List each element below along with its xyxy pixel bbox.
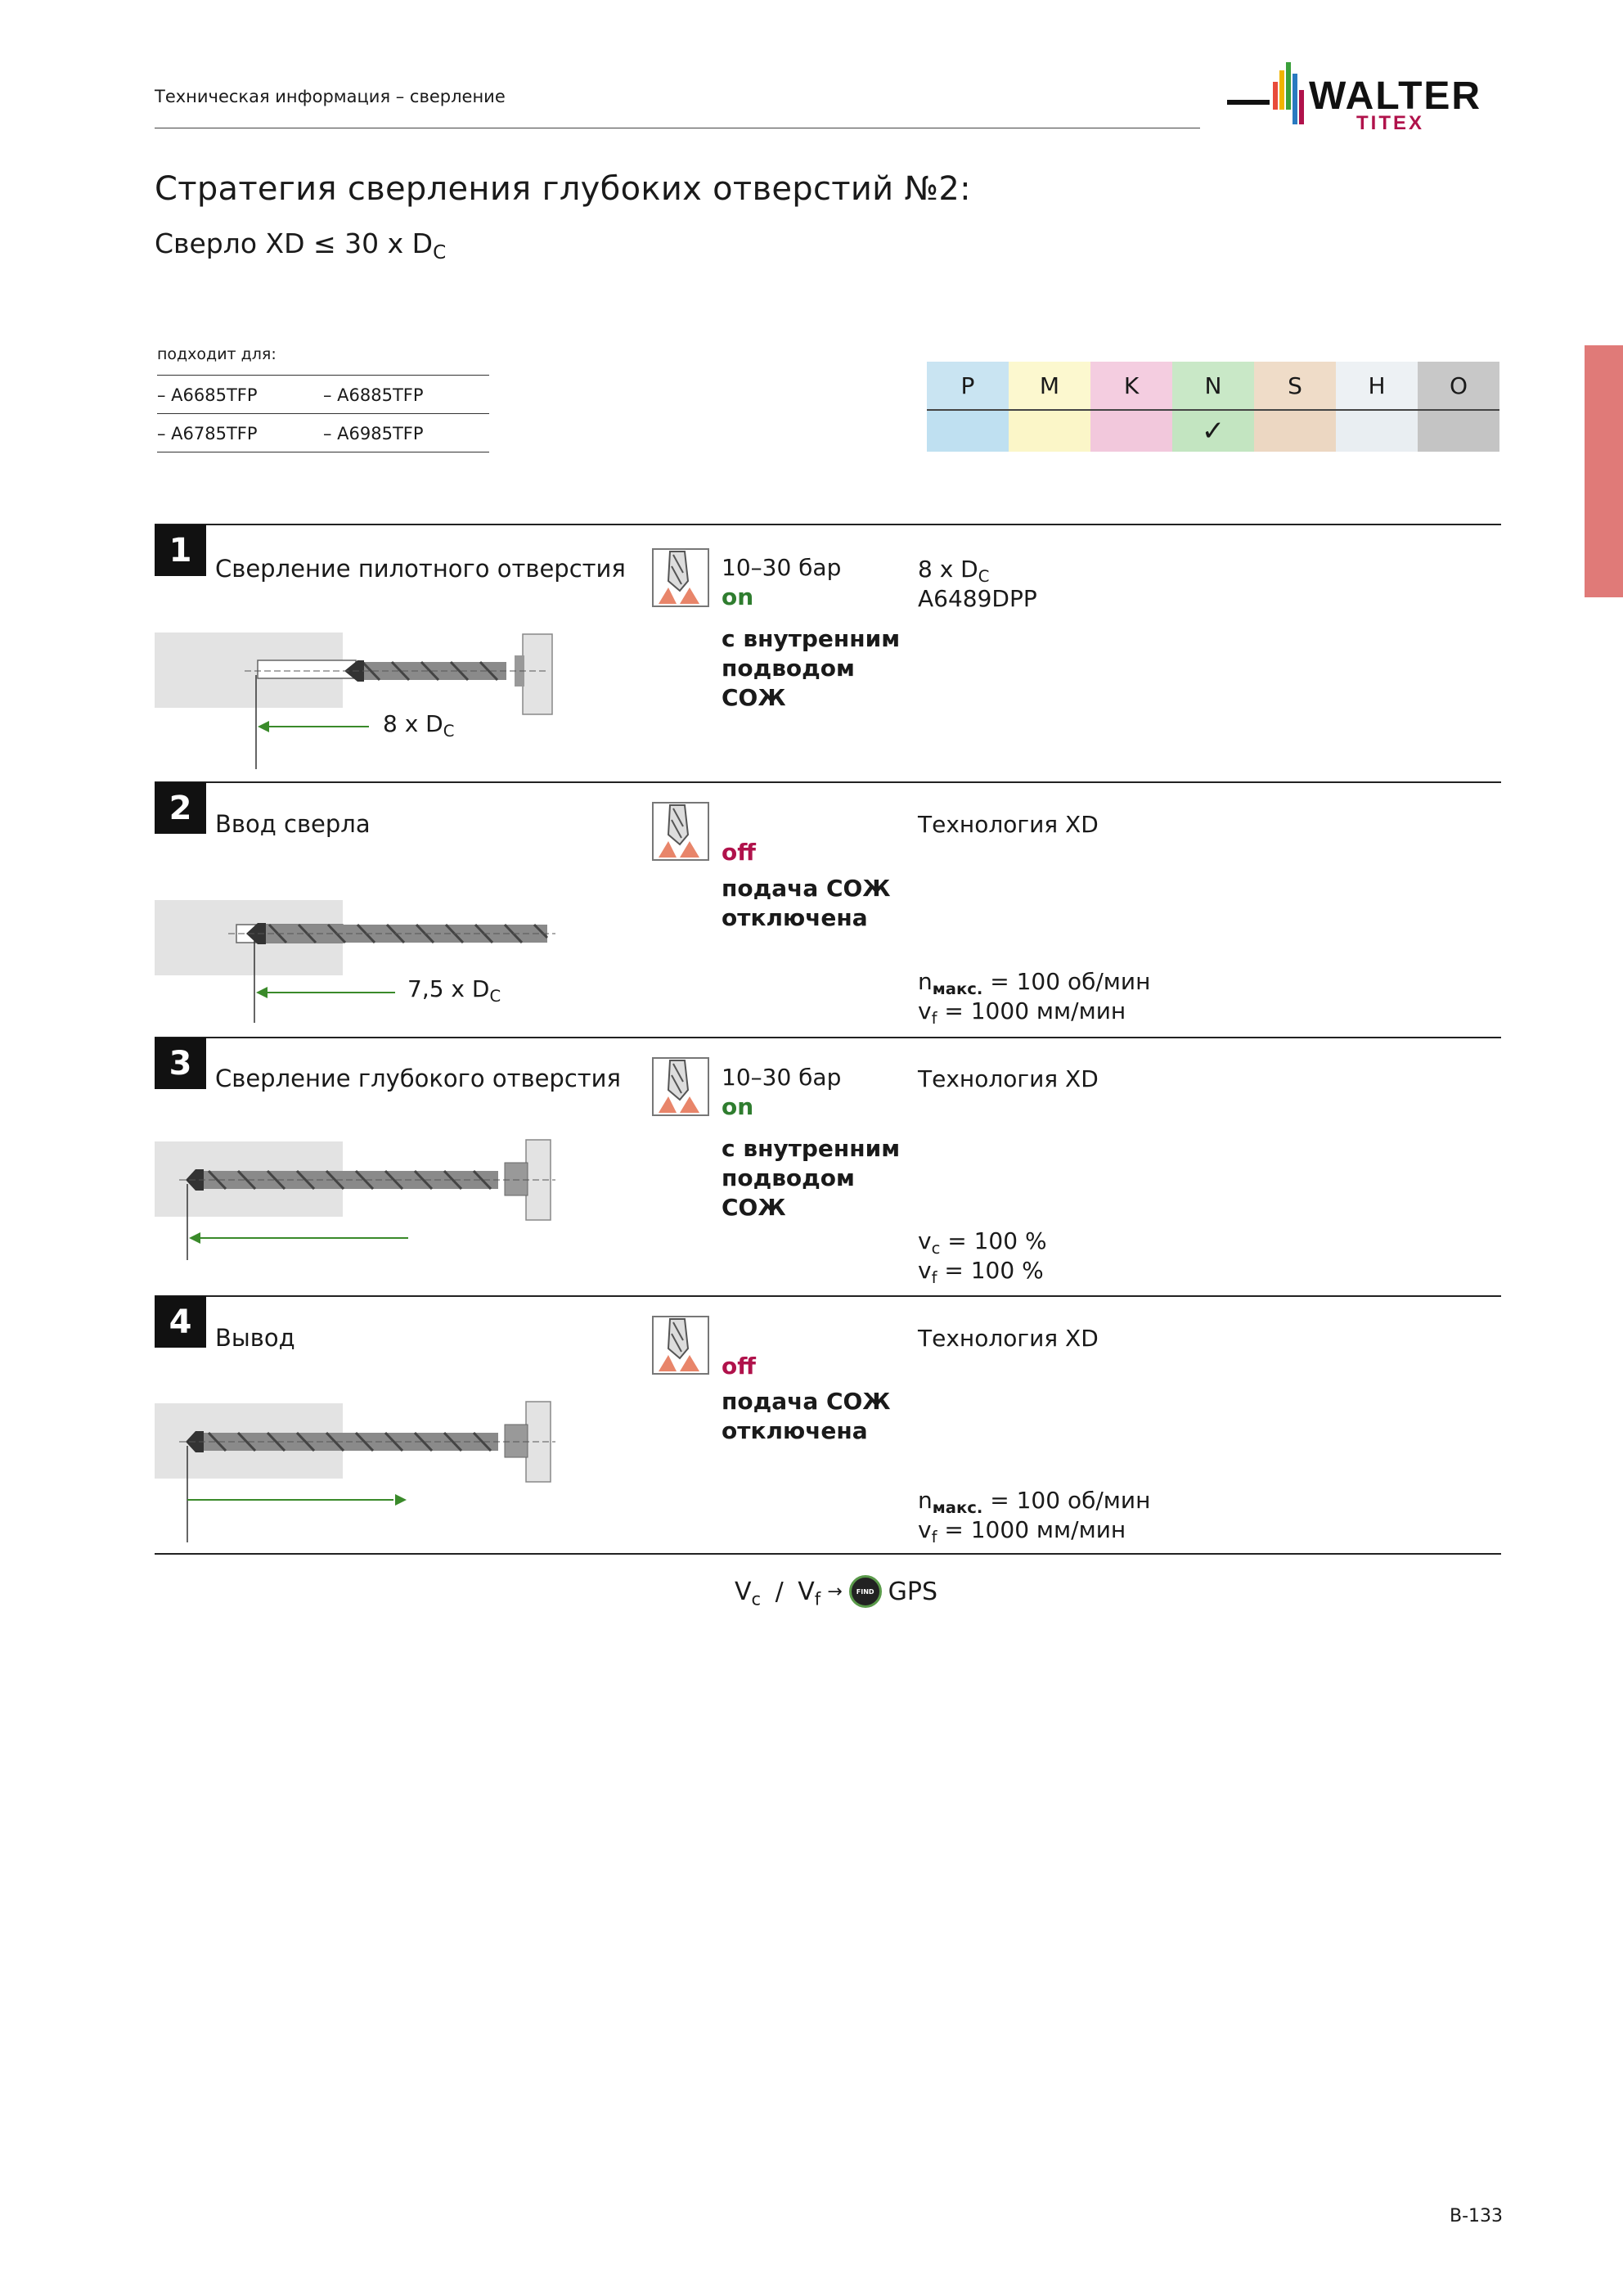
step-params xyxy=(722,838,756,867)
step-divider xyxy=(155,1553,1501,1555)
step-divider xyxy=(155,1295,1501,1297)
step-title: Ввод сверла xyxy=(215,810,371,838)
retraction-diagram xyxy=(155,1395,564,1542)
material-group-h xyxy=(1336,362,1418,452)
material-cell xyxy=(927,411,1009,452)
material-cell xyxy=(1336,411,1418,452)
material-letter: N xyxy=(1172,362,1254,411)
step-title: Вывод xyxy=(215,1324,295,1352)
material-group-p xyxy=(927,362,1009,452)
material-letter: O xyxy=(1418,362,1499,411)
drill-entry-diagram xyxy=(155,892,564,1023)
step-tool-info: 8 x $D_C$ A6489DPP xyxy=(918,556,1037,612)
step-number: 1 xyxy=(155,524,206,576)
coolant-pressure: 10–30 бар xyxy=(722,554,842,581)
coolant-drill-icon xyxy=(652,548,709,607)
step-divider xyxy=(155,524,1501,525)
coolant-description: подача СОЖ отключена xyxy=(722,1388,891,1444)
material-group-o xyxy=(1418,362,1499,452)
step-technology: Технология XD xyxy=(918,1065,1099,1092)
material-letter: K xyxy=(1090,362,1172,411)
coolant-state: on xyxy=(722,1093,754,1120)
depth-label: 7,5 x $D_C$ xyxy=(407,975,501,1006)
step-params xyxy=(722,553,841,612)
suitable-item: – A6885TFP xyxy=(323,385,424,405)
suitable-table xyxy=(157,375,489,452)
coolant-state: on xyxy=(722,583,754,610)
suitable-row xyxy=(157,375,489,413)
coolant-description: с внутренним подводом СОЖ xyxy=(722,625,901,711)
coolant-pressure: 10–30 бар xyxy=(722,1064,842,1091)
step-title: Сверление глубокого отверстия xyxy=(215,1065,621,1092)
logo-walter: WALTER xyxy=(1309,74,1482,118)
material-letter: S xyxy=(1254,362,1336,411)
suitable-row xyxy=(157,413,489,452)
logo-titex: TITEX xyxy=(1356,112,1425,134)
step-cutting-data: $n_{макс.} = 100$ об/мин $v_f = 1000$ мм/мин xyxy=(918,1487,1151,1546)
step-number: 3 xyxy=(155,1038,206,1089)
gps-reference: $V_c$ / $V_f$ → FIND GPS xyxy=(735,1575,937,1608)
material-group-s xyxy=(1254,362,1336,452)
walter-titex-logo xyxy=(1227,57,1505,136)
coolant-drill-icon xyxy=(652,802,709,861)
step-params xyxy=(722,1352,756,1381)
step-technology: Технология XD xyxy=(918,811,1099,838)
page-title: Стратегия сверления глубоких отверстий №2: xyxy=(155,170,971,208)
material-groups xyxy=(927,362,1499,452)
page-number: B-133 xyxy=(1450,2206,1504,2226)
page-subtitle: Сверло XD ≤ 30 x $D_C$ xyxy=(155,227,447,263)
material-cell xyxy=(1418,411,1499,452)
material-cell xyxy=(1009,411,1090,452)
material-cell xyxy=(1090,411,1172,452)
step-cutting-data: $n_{макс.} = 100$ об/мин $v_f = 1000$ мм/мин xyxy=(918,968,1151,1028)
arrow-icon: → xyxy=(827,1581,843,1602)
step-number: 4 xyxy=(155,1296,206,1348)
material-cell xyxy=(1254,411,1336,452)
check-icon: ✓ xyxy=(1172,411,1254,452)
material-letter: M xyxy=(1009,362,1090,411)
vc-label: $V_c$ xyxy=(735,1577,762,1609)
step-cutting-data: $v_c = 100$ % $v_f = 100$ % xyxy=(918,1227,1047,1287)
material-group-k xyxy=(1090,362,1172,452)
depth-label: 8 x $D_C$ xyxy=(383,710,455,741)
suitable-item: – A6685TFP xyxy=(157,385,258,405)
suitable-label: подходит для: xyxy=(157,345,276,363)
find-badge-icon: FIND xyxy=(849,1575,882,1608)
section-header: Техническая информация – сверление xyxy=(155,87,506,106)
step-divider xyxy=(155,1037,1501,1038)
vf-label: $V_f$ xyxy=(798,1577,821,1609)
coolant-description: подача СОЖ отключена xyxy=(722,875,891,931)
step-technology: Технология XD xyxy=(918,1325,1099,1352)
material-letter: P xyxy=(927,362,1009,411)
coolant-state: off xyxy=(722,1353,756,1380)
material-group-m xyxy=(1009,362,1090,452)
coolant-state: off xyxy=(722,839,756,866)
gps-label: GPS xyxy=(888,1577,938,1606)
coolant-drill-icon xyxy=(652,1316,709,1375)
step-divider xyxy=(155,781,1501,783)
step-params xyxy=(722,1063,841,1122)
step-title: Сверление пилотного отверстия xyxy=(215,555,626,583)
suitable-item: – A6785TFP xyxy=(157,424,258,443)
deep-drilling-diagram xyxy=(155,1133,564,1264)
step-number: 2 xyxy=(155,782,206,834)
chapter-tab xyxy=(1585,345,1623,597)
coolant-description: с внутренним подводом СОЖ xyxy=(722,1135,901,1221)
coolant-drill-icon xyxy=(652,1057,709,1116)
material-letter: H xyxy=(1336,362,1418,411)
pilot-drilling-diagram xyxy=(155,626,564,773)
material-group-n xyxy=(1172,362,1254,452)
suitable-item: – A6985TFP xyxy=(323,424,424,443)
